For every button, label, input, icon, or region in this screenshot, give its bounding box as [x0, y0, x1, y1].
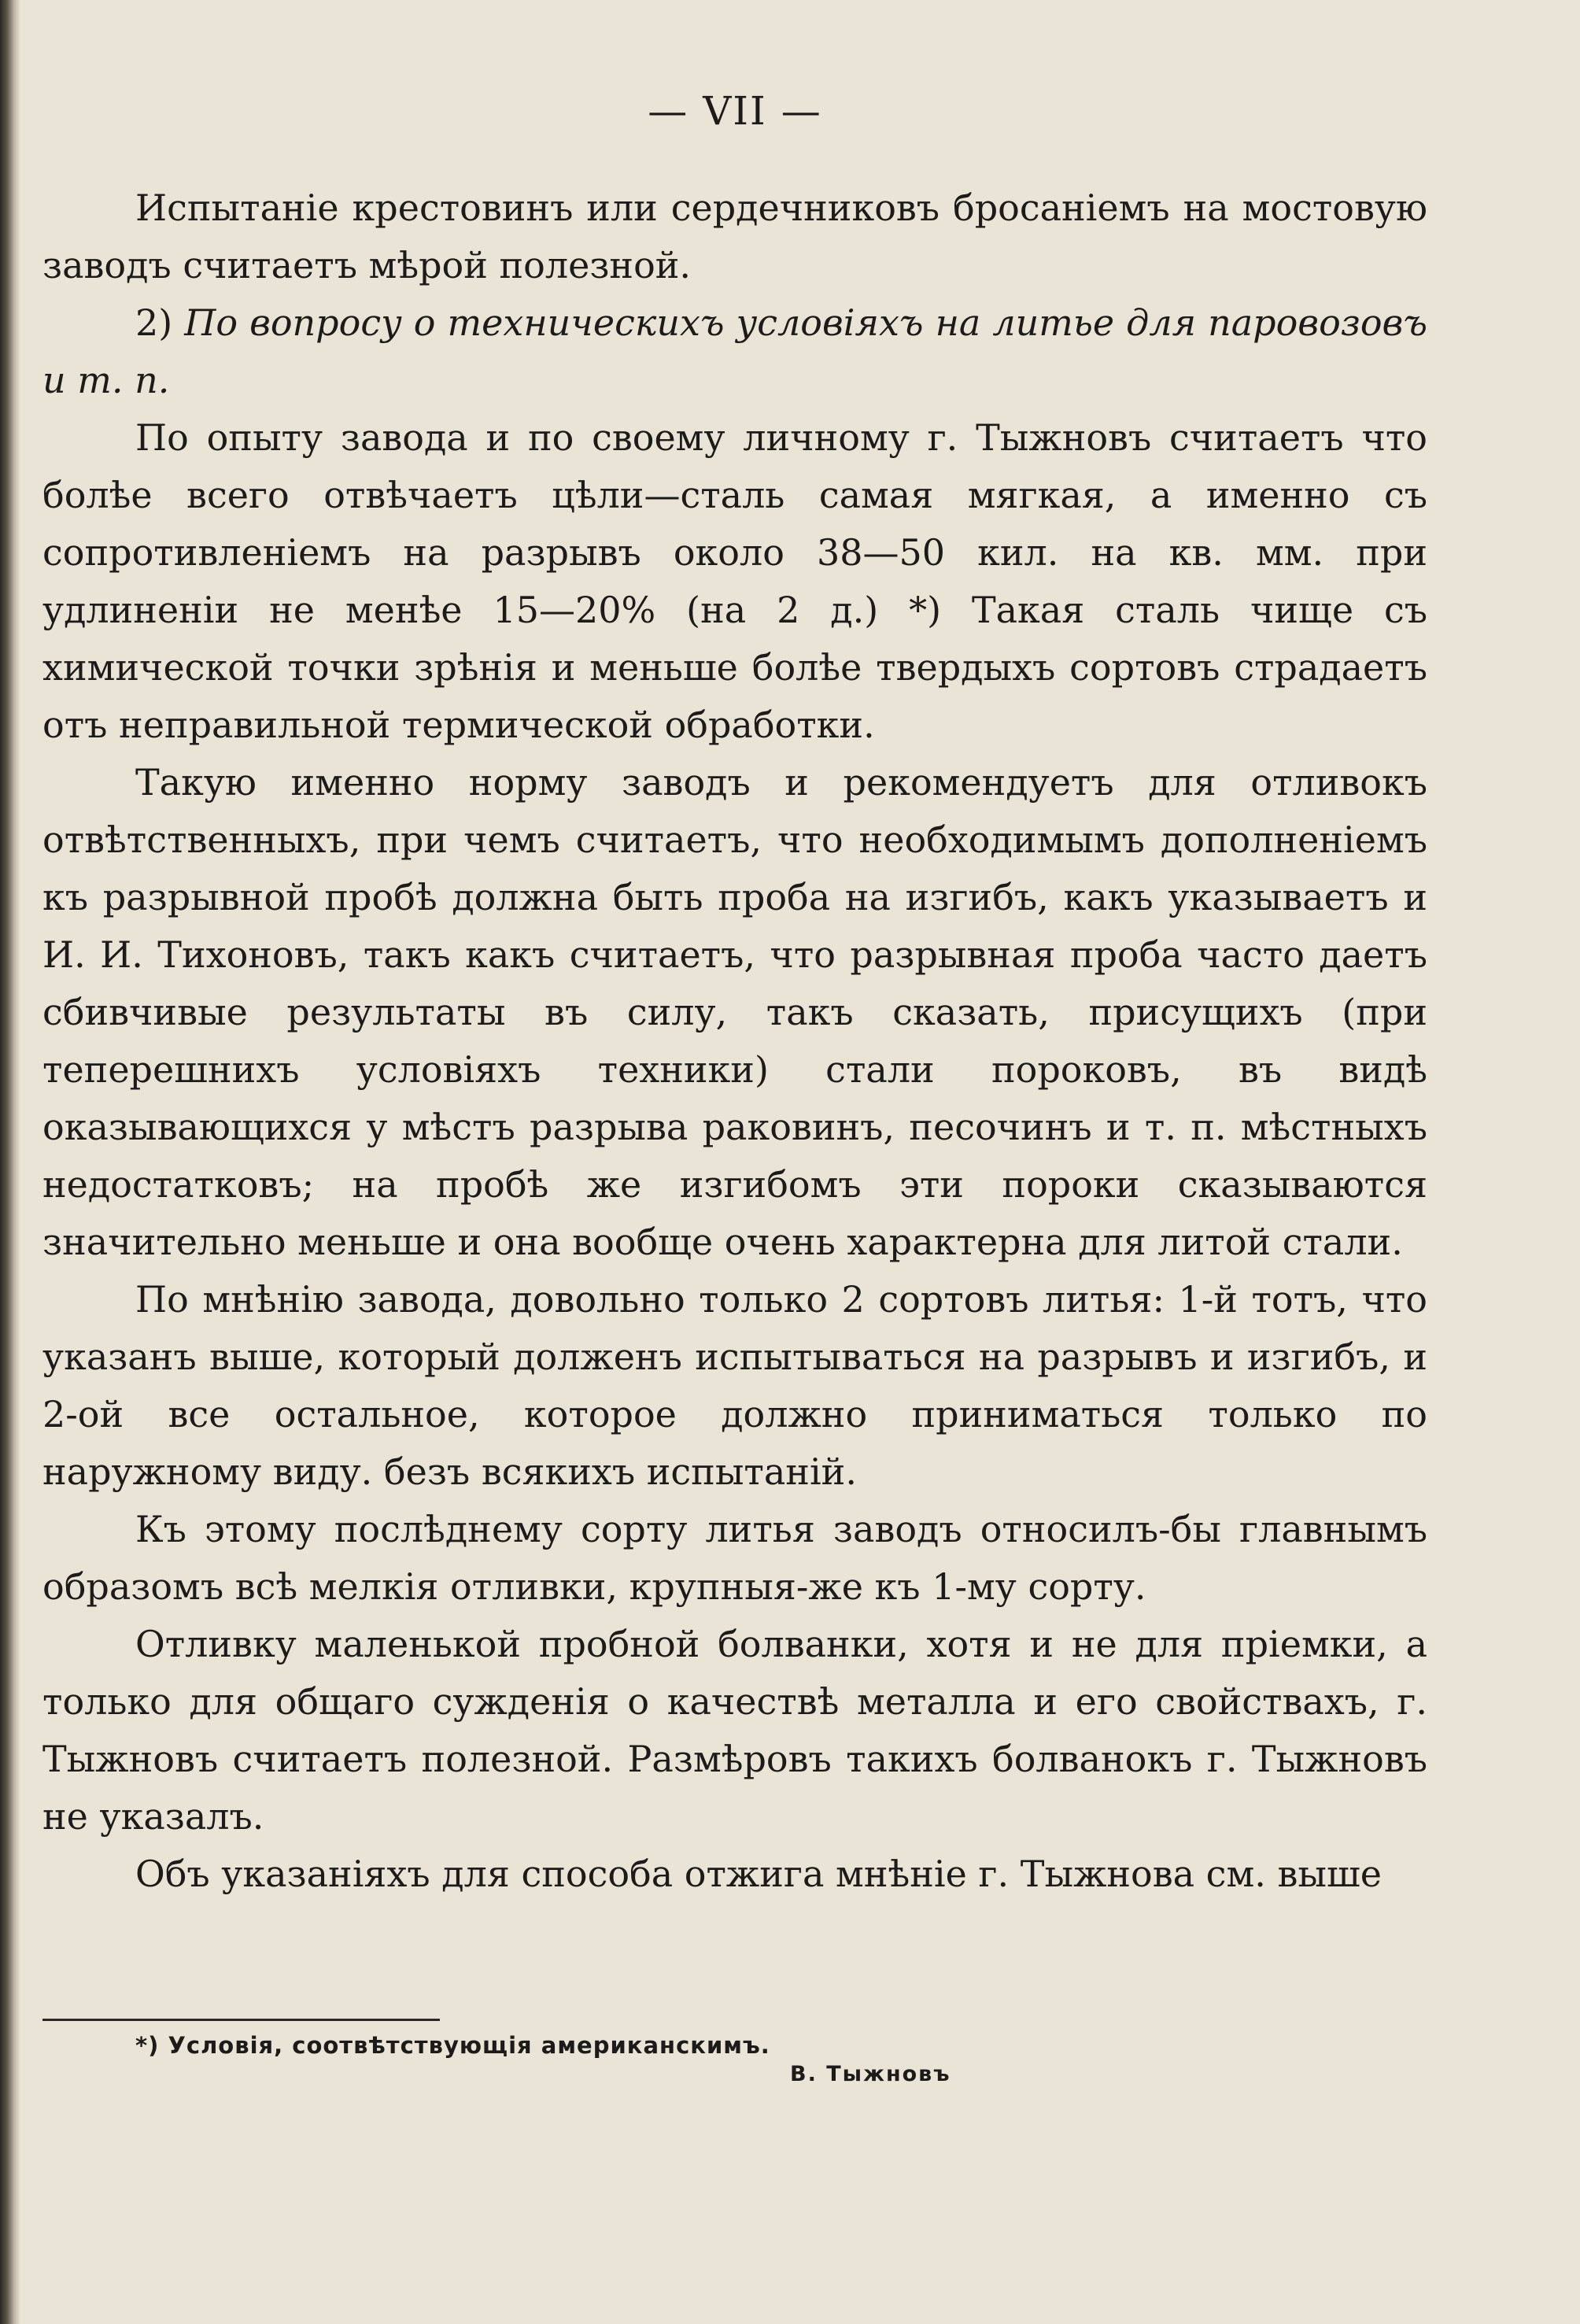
document-page	[42, 0, 1427, 2324]
paragraph-casting-grades: По мнѣнію завода, довольно только 2 сортовъ литья: 1-й тотъ, что указанъ выше, который долженъ испытываться на разрывъ и изгибъ, и 2-ой все остальное, которое должно приниматься только по наружному виду. безъ всякихъ испытаній.	[42, 1278, 1427, 1493]
paragraph-bend-test: Такую именно норму заводъ и рекомендуетъ для отливокъ отвѣтственныхъ, при чемъ считаетъ, что необходимымъ дополненіемъ къ разрывной пробѣ должна быть проба на изгибъ, какъ указываетъ и И. И. Тихоновъ, такъ какъ считаетъ, что разрывная проба часто даетъ сбивчивые результаты въ силу, такъ сказать, присущихъ (при теперешнихъ условіяхъ техники) стали пороковъ, въ видѣ оказывающихся у мѣстъ разрыва раковинъ, песочинъ и т. п. мѣстныхъ недостатковъ; на пробѣ же изгибомъ эти пороки сказываются значительно меньше и она вообще очень характерна для литой стали.	[42, 761, 1427, 1263]
page-binding-edge	[0, 0, 20, 2324]
page-number: — VII —	[648, 88, 822, 134]
section-heading-text: По вопросу о техническихъ условіяхъ на литье для паровозовъ и т. п.	[42, 301, 1427, 401]
footnote: *) Условія, соотвѣтствующія американскимъ.	[135, 2032, 770, 2059]
paragraph-annealing: Объ указаніяхъ для способа отжига мнѣніе г. Тыжнова см. выше	[135, 1853, 1382, 1895]
section-number: 2)	[135, 301, 185, 344]
footnote-divider	[42, 2019, 440, 2021]
signature: В. Тыжновъ	[790, 2062, 951, 2086]
body-text	[42, 179, 1427, 1903]
paragraph-crossings-test: Испытаніе крестовинъ или сердечниковъ бросаніемъ на мостовую заводъ считаетъ мѣрой полезной.	[42, 187, 1427, 286]
paragraph-second-grade: Къ этому послѣднему сорту литья заводъ относилъ-бы главнымъ образомъ всѣ мелкія отливки, крупныя-же къ 1-му сорту.	[42, 1508, 1427, 1608]
paragraph-section-heading	[42, 294, 1427, 409]
paragraph-test-ingot: Отливку маленькой пробной болванки, хотя и не для пріемки, а только для общаго сужденія о качествѣ металла и его свойствахъ, г. Тыжновъ считаетъ полезной. Размѣровъ такихъ болванокъ г. Тыжновъ не указалъ.	[42, 1623, 1427, 1838]
paragraph-steel-spec: По опыту завода и по своему личному г. Тыжновъ считаетъ что болѣе всего отвѣчаетъ цѣли—сталь самая мягкая, а именно съ сопротивленіемъ на разрывъ около 38—50 кил. на кв. мм. при удлиненіи не менѣе 15—20% (на 2 д.) *) Такая сталь чище съ химической точки зрѣнія и меньше болѣе твердыхъ сортовъ страдаетъ отъ неправильной термической обработки.	[42, 416, 1427, 746]
